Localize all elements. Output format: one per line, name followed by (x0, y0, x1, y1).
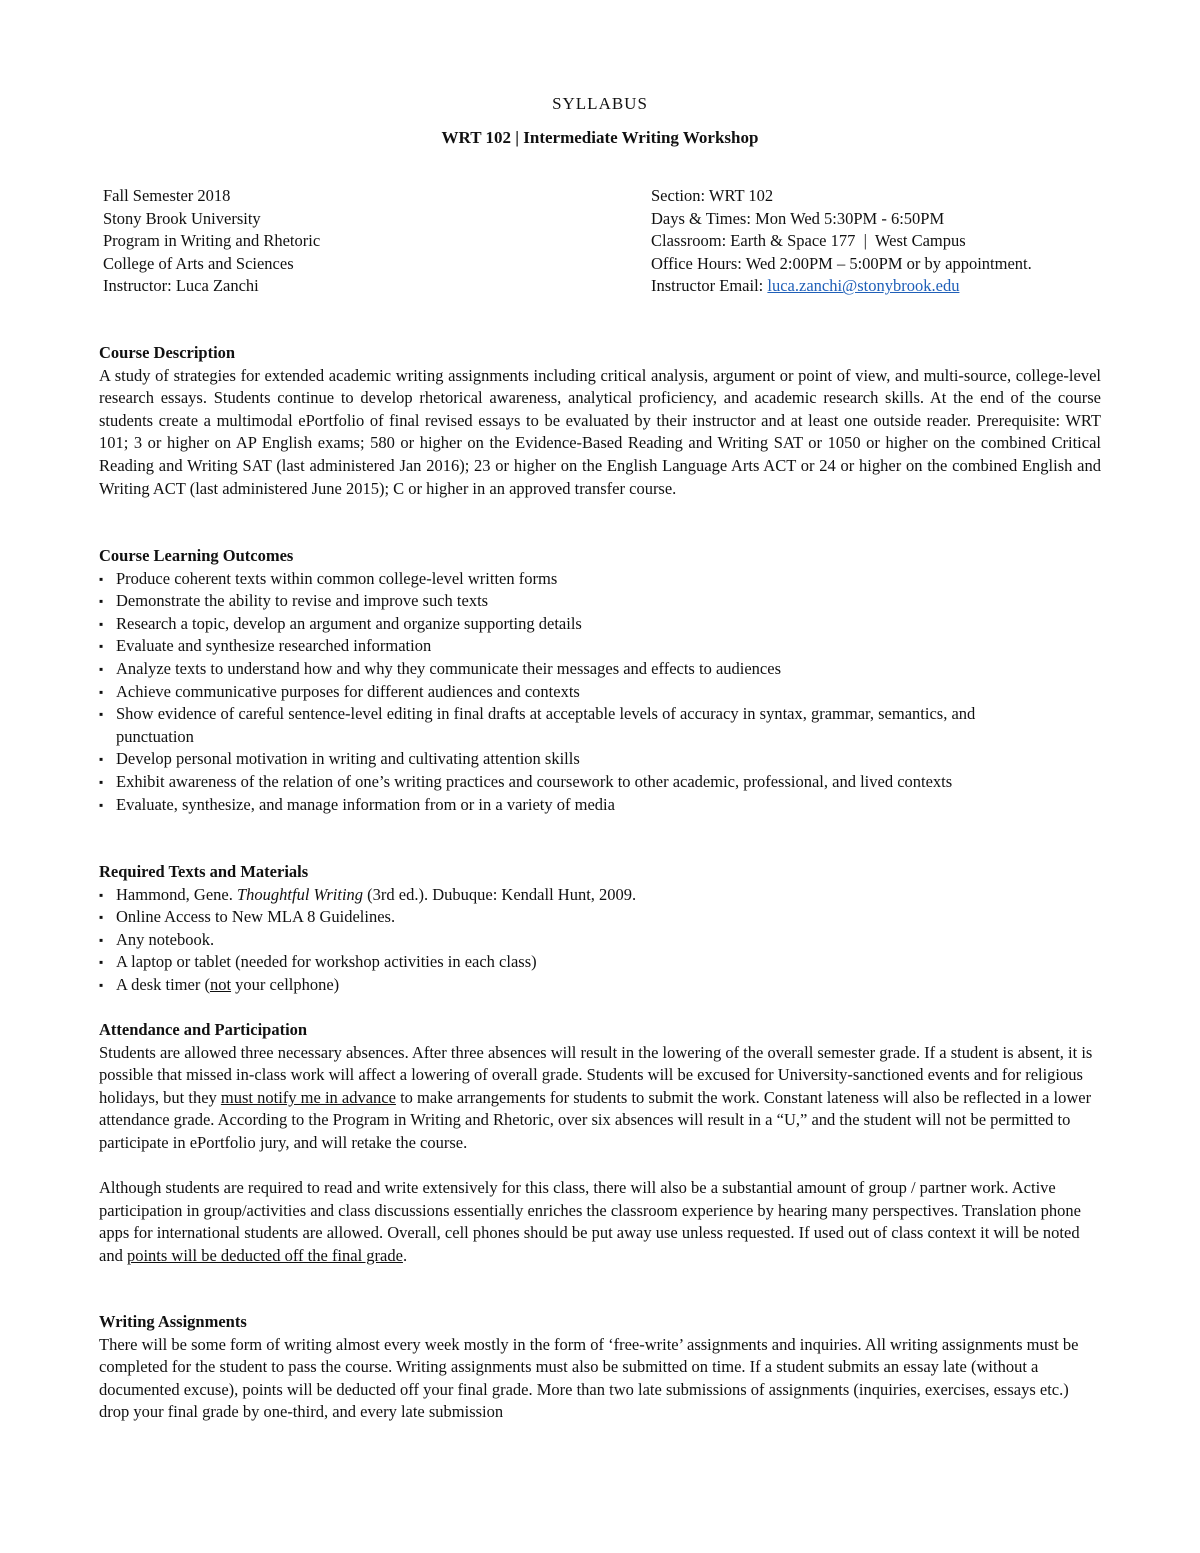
list-item: ▪ Show evidence of careful sentence-level editing in final drafts at acceptable levels of accuracy in syntax, grammar, semantics, and punctuation (99, 703, 1101, 748)
instructor-email-line (651, 275, 1032, 298)
classroom: Classroom: Earth & Space 177 | West Campus (651, 231, 966, 251)
attendance-section (99, 1019, 1101, 1268)
writing-section (99, 1311, 1101, 1424)
program: Program in Writing and Rhetoric (103, 231, 321, 251)
course-info-right (651, 185, 1032, 298)
writing-body: There will be some form of writing almost every week mostly in the form of ‘free-write’ assignments and inquiries. All writing assignments must be completed for the student to pass the course. Writing assignments must also be submitted on time. If a student submits an essay late (without a documented excuse), points will be deducted off your final grade. More than two late submissions of assignments (inquiries, exercises, essays etc.) drop your final grade by one-third, and every late submission (99, 1334, 1079, 1422)
underlined-text: not (209, 974, 232, 994)
writing-heading: Writing Assignments (99, 1312, 247, 1331)
attendance-paragraph-1 (99, 1042, 1101, 1155)
list-item: ▪ Evaluate and synthesize researched information (99, 635, 1101, 658)
attendance-paragraph-2 (99, 1177, 1101, 1267)
list-item: ▪ Exhibit awareness of the relation of one’s writing practices and coursework to other academic, professional, and lived contexts (99, 771, 1101, 794)
office-hours: Office Hours: Wed 2:00PM – 5:00PM or by appointment. (651, 253, 1032, 273)
text-run: Students are allowed three necessary absences. After three absences will result in the lowering of the overall semester grade. If a student is absent, it is possible that missed in-class work will affect a lowering of overall grade. Students will be excused for University-sanctioned events and for religious holidays, but they (99, 1042, 1093, 1107)
list-item: ▪ A laptop or tablet (needed for workshop activities in each class) (99, 951, 1101, 974)
list-item: ▪ Demonstrate the ability to revise and improve such texts (99, 590, 1101, 613)
text-run: . (402, 1245, 408, 1265)
section: Section: WRT 102 (651, 186, 774, 205)
course-description-section (99, 342, 1101, 500)
text-run: (3rd ed.). Dubuque: Kendall Hunt, 2009. (363, 884, 637, 904)
course-title: WRT 102 | Intermediate Writing Workshop (441, 128, 759, 147)
instructor: Instructor: Luca Zanchi (103, 276, 259, 296)
email-link[interactable]: luca.zanchi@stonybrook.edu (767, 276, 960, 296)
paragraph-spacer (99, 1155, 1101, 1178)
list-item: ▪ Analyze texts to understand how and why they communicate their messages and effects to audiences (99, 658, 1101, 681)
list-item (99, 884, 1101, 907)
page-title: SYLLABUS (552, 94, 648, 113)
learning-outcomes-section (99, 545, 1101, 816)
list-item: ▪ Online Access to New MLA 8 Guidelines. (99, 906, 1101, 929)
text-run: Hammond, Gene. (116, 884, 237, 904)
days-times: Days & Times: Mon Wed 5:30PM - 6:50PM (651, 208, 945, 228)
book-title: Thoughtful Writing (236, 884, 364, 904)
list-item: ▪ Achieve communicative purposes for different audiences and contexts (99, 681, 1101, 704)
underlined-text: points will be deducted off the final grade (126, 1245, 403, 1265)
text-run: Although students are required to read and write extensively for this class, there will also be a substantial amount of group / partner work. Active participation in group/activities and class discussions essentially enriches the classroom experience by hearing many perspectives. Translation phone apps for international students are allowed. Overall, cell phones should be put away use unless requested. If used out of class context it will be noted and (99, 1178, 1081, 1265)
college: College of Arts and Sciences (103, 253, 294, 273)
course-description-heading: Course Description (99, 343, 236, 362)
list-item: ▪ Evaluate, synthesize, and manage information from or in a variety of media (99, 794, 1101, 817)
materials-section (99, 861, 1101, 997)
learning-outcomes-list (99, 568, 1101, 817)
list-item: ▪ Any notebook. (99, 929, 1101, 952)
list-item: ▪ Develop personal motivation in writing and cultivating attention skills (99, 748, 1101, 771)
attendance-heading: Attendance and Participation (99, 1020, 308, 1039)
learning-outcomes-heading: Course Learning Outcomes (99, 546, 294, 565)
university: Stony Brook University (103, 208, 261, 228)
list-item (99, 974, 1101, 997)
text-run: your cellphone) (231, 974, 340, 994)
materials-heading: Required Texts and Materials (99, 862, 309, 881)
course-description-body: A study of strategies for extended academic writing assignments including critical analysis, argument or point of view, and multi-source, college-level research essays. Students continue to develop rhetorical awareness, analytical proficiency, and academic research skills. At the end of the course students create a multimodal ePortfolio of final revised essays to be evaluated by their instructor and at least one outside reader. Prerequisite: WRT 101; 3 or higher on AP English exams; 580 or higher on the Evidence-Based Reading and Writing SAT or 1050 or higher on the combined Critical Reading and Writing SAT (last administered Jan 2016); 23 or higher on the English Language Arts ACT or 24 or higher on the combined English and Writing ACT (last administered June 2015); C or higher in an approved transfer course. (99, 365, 1101, 498)
text-run: to make arrangements for students to submit the work. Constant lateness will also be reflected in a lower attendance grade. According to the Program in Writing and Rhetoric, over six absences will result in a “U,” and the student will not be permitted to participate in ePortfolio jury, and will retake the course. (99, 1087, 1092, 1152)
materials-list (99, 884, 1101, 997)
course-info-left (103, 185, 320, 298)
underlined-text: must notify me in advance (220, 1087, 396, 1107)
list-item: ▪ Research a topic, develop an argument and organize supporting details (99, 613, 1101, 636)
semester: Fall Semester 2018 (103, 186, 231, 205)
list-item: ▪ Produce coherent texts within common college-level written forms (99, 568, 1101, 591)
text-run: A desk timer ( (116, 974, 210, 994)
email-label: Instructor Email: (651, 276, 768, 296)
